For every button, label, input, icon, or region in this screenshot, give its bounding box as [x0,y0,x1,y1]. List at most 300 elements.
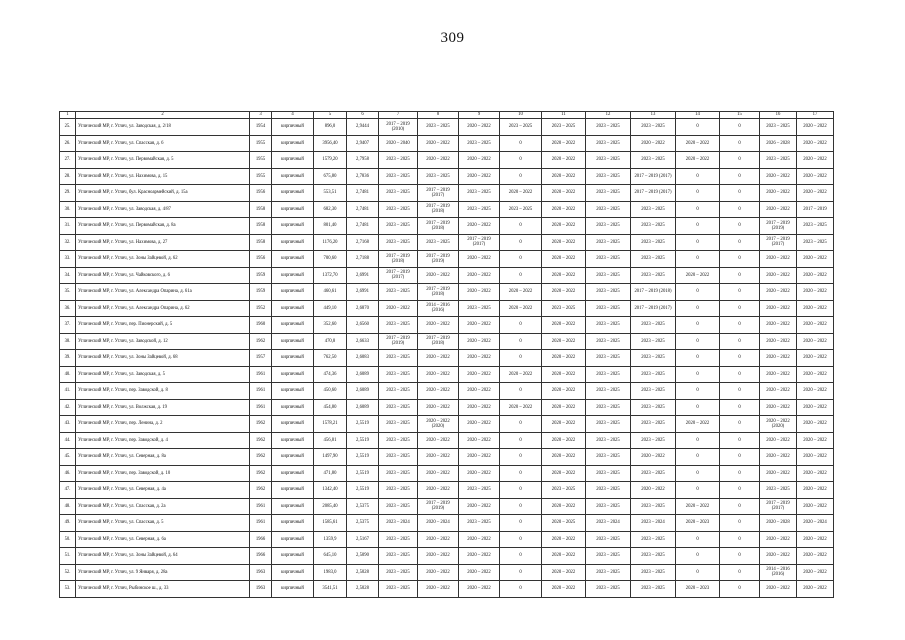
table-cell: 2017 – 2019 (2019) [418,251,459,268]
row-number-cell: 37. [60,317,76,334]
row-number-cell: 52. [60,564,76,581]
table-row [60,152,834,169]
table-cell: 2020 – 2022 [797,366,834,383]
table-row [60,267,834,284]
table-cell: 1961 [250,399,272,416]
table-cell: 0 [676,119,720,136]
table-cell: 2014 – 2016 (2016) [418,300,459,317]
table-cell: 0 [500,267,542,284]
table-row [60,465,834,482]
table-cell: 2020 – 2022 [676,152,720,169]
table-cell: 2023 – 2025 [631,399,676,416]
column-number-cell: 11 [542,112,586,119]
table-cell: 1372,70 [314,267,347,284]
table-cell: 2020 – 2022 [760,168,797,185]
table-cell: 2017 – 2019 (2017) [631,300,676,317]
table-cell: 0 [720,482,760,499]
table-cell: 2023 – 2025 [459,515,500,532]
table-cell: 1956 [250,251,272,268]
table-row [60,333,834,350]
table-cell: 2020 – 2022 [459,531,500,548]
table-cell: кирпичный [272,201,314,218]
table-cell: 2023 – 2025 [379,152,418,169]
row-number-cell: 50. [60,531,76,548]
table-cell: 2020 – 2022 [542,498,586,515]
table-cell: 2020 – 2022 [797,548,834,565]
table-cell: 2020 – 2022 [760,449,797,466]
row-number-cell: 34. [60,267,76,284]
table-cell: 0 [720,564,760,581]
table-cell: 2023 – 2025 [586,399,631,416]
table-cell: 2020 – 2022 [459,465,500,482]
table-cell: 2020 – 2022 [631,449,676,466]
table-cell: кирпичный [272,218,314,235]
address-cell: Углический МР, г. Углич, ул. Северная, д. 4а [76,482,250,499]
table-row [60,366,834,383]
table-cell: кирпичный [272,234,314,251]
table-cell: кирпичный [272,416,314,433]
table-cell: 1958 [250,218,272,235]
table-cell: 2,9444 [347,119,379,136]
table-cell: 2020 – 2022 [459,152,500,169]
table-cell: 2020 – 2022 [542,152,586,169]
table-cell: 2017 – 2019 (2017) [379,267,418,284]
table-cell: 2017 – 2019 (2018) [418,284,459,301]
table-cell: 0 [720,548,760,565]
table-cell: 0 [676,201,720,218]
table-cell: 2020 – 2022 [676,498,720,515]
row-number-cell: 45. [60,449,76,466]
table-cell: 2020 – 2022 [760,251,797,268]
table-cell: 2020 – 2022 [418,152,459,169]
table-cell: 2020 – 2022 [760,366,797,383]
table-cell: 2020 – 2023 [676,581,720,598]
table-cell: 1962 [250,432,272,449]
table-cell: кирпичный [272,465,314,482]
table-cell: 2023 – 2025 [631,465,676,482]
table-cell: 0 [500,333,542,350]
table-cell: 1497,90 [314,449,347,466]
table-cell: 2,5519 [347,432,379,449]
row-number-cell: 48. [60,498,76,515]
table-cell: 2023 – 2025 [586,234,631,251]
table-cell: 0 [676,531,720,548]
table-cell: 2020 – 2022 [542,251,586,268]
address-cell: Углический МР, г. Углич, пер. Заводской, д. 10 [76,465,250,482]
table-cell: 2023 – 2025 [631,234,676,251]
table-cell: 2020 – 2022 [542,366,586,383]
address-cell: Углический МР, г. Углич, ул. Александра Опарина, д. 61а [76,284,250,301]
table-cell: 2020 – 2022 [797,251,834,268]
table-cell: 2020 – 2022 [760,581,797,598]
table-cell: 2,7168 [347,234,379,251]
table-cell: 2023 – 2025 [631,317,676,334]
table-cell: 2023 – 2025 [586,201,631,218]
table-cell: 2020 – 2022 [418,531,459,548]
address-cell: Углический МР, г. Углич, ул. Заводской, д. 12 [76,333,250,350]
table-cell: 2020 – 2022 (2020) [418,416,459,433]
table-cell: 1585,61 [314,515,347,532]
table-cell: 0 [676,218,720,235]
table-cell: 0 [500,234,542,251]
column-number-row [60,112,834,119]
table-cell: 2020 – 2022 [797,267,834,284]
table-cell: 2020 – 2022 [379,300,418,317]
table-cell: кирпичный [272,317,314,334]
table-cell: 2023 – 2025 [586,416,631,433]
table-cell: кирпичный [272,350,314,367]
table-cell: 0 [676,168,720,185]
column-number-cell: 12 [586,112,631,119]
table-cell: 2020 – 2022 [418,465,459,482]
table-cell: 2023 – 2025 [631,564,676,581]
table-cell: 0 [720,300,760,317]
address-cell: Углический МР, г. Углич, ул. Спасская, д. 6 [76,135,250,152]
address-cell: Углический МР, г. Углич, ул. Северная, д. 6а [76,531,250,548]
table-cell: 2017 – 2019 (2018) [379,251,418,268]
table-row [60,119,834,136]
column-number-cell: 9 [459,112,500,119]
table-cell: 2023 – 2025 [586,152,631,169]
table-cell: 1961 [250,383,272,400]
table-cell: 2020 – 2022 [418,317,459,334]
table-cell: 2020 – 2022 [760,284,797,301]
table-cell: 1955 [250,168,272,185]
table-cell: кирпичный [272,564,314,581]
table-cell: 2023 – 2025 [586,498,631,515]
table-cell: 2020 – 2022 [542,564,586,581]
table-row [60,482,834,499]
table-cell: 3956,40 [314,135,347,152]
address-cell: Углический МР, г. Углич, ул. Заводская, д. 4/87 [76,201,250,218]
table-cell: 2020 – 2022 [797,135,834,152]
table-cell: 1952 [250,300,272,317]
table-cell: 2020 – 2022 [797,300,834,317]
table-cell: 1966 [250,531,272,548]
table-cell: 0 [720,465,760,482]
table-cell: 0 [720,531,760,548]
table-cell: 0 [720,399,760,416]
table-cell: 2020 – 2022 [459,251,500,268]
table-cell: 2023 – 2025 [586,267,631,284]
table-cell: 2020 – 2023 [676,515,720,532]
table-cell: 2020 – 2022 [542,317,586,334]
address-cell: Углический МР, г. Углич, ул. Заводская, д. 2/18 [76,119,250,136]
table-cell: 1578,21 [314,416,347,433]
table-cell: 352,60 [314,317,347,334]
row-number-cell: 42. [60,399,76,416]
table-row [60,416,834,433]
table-cell: 2,5519 [347,465,379,482]
table-cell: 1959 [250,284,272,301]
table-cell: 2023 – 2025 [379,498,418,515]
table-cell: 2,7836 [347,168,379,185]
table-cell: 2023 – 2025 [418,168,459,185]
table-cell: 2023 – 2025 [379,548,418,565]
table-cell: 0 [676,317,720,334]
table-cell: 2023 – 2025 [586,548,631,565]
table-cell: 2020 – 2024 [797,515,834,532]
table-cell: 553,51 [314,185,347,202]
table-cell: 2020 – 2022 [418,366,459,383]
table-cell: 2020 – 2022 [797,432,834,449]
column-number-cell: 13 [631,112,676,119]
table-cell: 0 [720,432,760,449]
table-cell: 2023 – 2025 [586,366,631,383]
table-cell: 2017 – 2019 (2010) [379,119,418,136]
table-cell: 2023 – 2025 [586,218,631,235]
table-cell: 2020 – 2022 [459,581,500,598]
table-cell: 0 [500,416,542,433]
table-cell: 2023 – 2025 [760,482,797,499]
table-cell: 0 [500,515,542,532]
table-cell: 2023 – 2025 [542,300,586,317]
table-cell: 0 [676,234,720,251]
row-number-cell: 40. [60,366,76,383]
table-cell: 2020 – 2022 [797,284,834,301]
table-cell: 2020 – 2022 [676,267,720,284]
table-cell: 2020 – 2022 [542,267,586,284]
table-cell: 0 [720,449,760,466]
table-cell: 2017 – 2019 (2019) [418,498,459,515]
table-cell: 2020 – 2022 [797,531,834,548]
table-cell: 2023 – 2025 [379,465,418,482]
table-cell: 675,80 [314,168,347,185]
table-cell: 0 [500,449,542,466]
column-number-cell: 16 [760,112,797,119]
row-number-cell: 25. [60,119,76,136]
table-cell: 2020 – 2022 [500,284,542,301]
column-number-cell: 1 [60,112,76,119]
table-cell: 2020 – 2022 [459,284,500,301]
table-row [60,548,834,565]
table-cell: 1955 [250,152,272,169]
table-cell: 2020 – 2022 [500,185,542,202]
table-cell: кирпичный [272,399,314,416]
table-cell: 2,6089 [347,366,379,383]
table-cell: 2,5519 [347,482,379,499]
table-cell: 2023 – 2025 [631,218,676,235]
table-cell: 2,6083 [347,350,379,367]
table-cell: 0 [500,152,542,169]
table-cell: 2023 – 2024 [379,515,418,532]
table-row [60,300,834,317]
table-cell: 2023 – 2025 [631,416,676,433]
table-cell: 2020 – 2022 [418,350,459,367]
table-cell: 2020 – 2022 [418,399,459,416]
table-cell: 2023 – 2025 [586,449,631,466]
table-cell: 2,5028 [347,564,379,581]
row-number-cell: 43. [60,416,76,433]
table-cell: 2023 – 2025 [631,366,676,383]
table-cell: 2023 – 2025 [379,201,418,218]
table-cell: 2020 – 2022 [418,267,459,284]
table-cell: кирпичный [272,135,314,152]
table-cell: 2,5519 [347,449,379,466]
table-cell: 2020 – 2022 [760,465,797,482]
table-cell: 2023 – 2025 [631,119,676,136]
page-number: 309 [440,30,465,46]
table-row [60,317,834,334]
table-cell: 1359,9 [314,531,347,548]
table-cell: 2020 – 2022 [459,383,500,400]
table-cell: 1983,0 [314,564,347,581]
column-number-cell: 14 [676,112,720,119]
table-cell: 0 [720,218,760,235]
table-cell: кирпичный [272,531,314,548]
table-cell: 2020 – 2022 [418,383,459,400]
table-cell: 2020 – 2022 [760,548,797,565]
table-cell: 474,36 [314,366,347,383]
table-cell: 2020 – 2022 [500,300,542,317]
table-cell: 0 [720,168,760,185]
table-cell: 2,6089 [347,399,379,416]
table-cell: 2020 – 2022 [542,168,586,185]
table-cell: 2023 – 2025 [586,135,631,152]
table-cell: 0 [720,581,760,598]
table-cell: 450,60 [314,383,347,400]
row-number-cell: 46. [60,465,76,482]
row-number-cell: 35. [60,284,76,301]
address-cell: Углический МР, г. Углич, ул. Заводская, д. 5 [76,366,250,383]
table-cell: 2023 – 2025 [631,333,676,350]
address-cell: Углический МР, г. Углич, ул. Чайковского, д. 6 [76,267,250,284]
table-cell: 2023 – 2025 [586,119,631,136]
table-cell: 2020 – 2022 [542,465,586,482]
table-row [60,498,834,515]
table-cell: 2023 – 2025 [459,482,500,499]
address-cell: Углический МР, г. Углич, ул. Северная, д. 8а [76,449,250,466]
table-cell: 2020 – 2022 [760,317,797,334]
table-cell: 1966 [250,548,272,565]
table-row [60,218,834,235]
row-number-cell: 51. [60,548,76,565]
table-cell: 2020 – 2022 [542,350,586,367]
table-cell: 0 [500,498,542,515]
address-cell: Углический МР, г. Углич, ул. Волжская, д. 19 [76,399,250,416]
table-cell: 2023 – 2025 [631,201,676,218]
table-cell: 0 [500,482,542,499]
table-cell: 2023 – 2025 [379,416,418,433]
table-cell: 2020 – 2022 [459,449,500,466]
row-number-cell: 30. [60,201,76,218]
table-body [60,119,834,598]
table-cell: 2023 – 2025 [379,581,418,598]
table-cell: 2020 – 2022 [418,581,459,598]
address-cell: Углический МР, г. Углич, ул. Спасская, д. 5 [76,515,250,532]
table-cell: 2023 – 2025 [760,152,797,169]
table-cell: 2020 – 2022 [542,449,586,466]
table-cell: 449,10 [314,300,347,317]
table-cell: кирпичный [272,185,314,202]
table-cell: 2020 – 2022 [760,531,797,548]
table-cell: 2020 – 2022 [459,366,500,383]
table-cell: кирпичный [272,581,314,598]
table-cell: кирпичный [272,482,314,499]
table-cell: кирпичный [272,515,314,532]
row-number-cell: 38. [60,333,76,350]
table-cell: 2,7481 [347,218,379,235]
table-row [60,531,834,548]
table-cell: 2020 – 2022 [797,498,834,515]
table-cell: 2020 – 2022 [418,548,459,565]
table-cell: 0 [676,399,720,416]
column-number-cell: 15 [720,112,760,119]
table-cell: 0 [720,152,760,169]
table-cell: 2023 – 2025 [379,482,418,499]
table-cell: 0 [720,234,760,251]
table-cell: 2023 – 2025 [631,383,676,400]
table-cell: 0 [676,300,720,317]
table-cell: 2017 – 2019 (2018) [418,218,459,235]
table-cell: 2023 – 2025 [586,482,631,499]
table-cell: 460,61 [314,284,347,301]
table-cell: 0 [676,432,720,449]
table-row [60,399,834,416]
table-cell: 2017 – 2019 [797,201,834,218]
table-cell: 2020 – 2022 [542,333,586,350]
table-cell: 2023 – 2025 [500,201,542,218]
table-cell: 2020 – 2022 [459,119,500,136]
table-cell: 2023 – 2025 [379,168,418,185]
table-cell: кирпичный [272,168,314,185]
table-cell: 2023 – 2025 [379,317,418,334]
table-cell: кирпичный [272,366,314,383]
table-cell: кирпичный [272,284,314,301]
table-cell: 0 [676,449,720,466]
table-row [60,449,834,466]
table-cell: 2023 – 2025 [631,581,676,598]
table-cell: 2023 – 2025 [760,119,797,136]
row-number-cell: 41. [60,383,76,400]
table-cell: 2017 – 2019 (2018) [631,284,676,301]
table-cell: 2020 – 2022 [760,300,797,317]
table-cell: 2023 – 2025 [459,185,500,202]
table-cell: 2020 – 2022 [542,548,586,565]
address-cell: Углический МР, г. Углич, ул. Зоны Зайцевой, д. 64 [76,548,250,565]
table-cell: 2023 – 2025 [631,432,676,449]
table-cell: 2023 – 2025 [631,548,676,565]
row-number-cell: 39. [60,350,76,367]
address-cell: Углический МР, г. Углич, ул. Зоны Зайцевой, д. 68 [76,350,250,367]
table-cell: 2023 – 2025 [379,383,418,400]
table-cell: 2023 – 2025 [418,234,459,251]
table-cell: 1963 [250,581,272,598]
table-cell: 2023 – 2025 [379,350,418,367]
table-cell: 0 [676,333,720,350]
table-cell: 0 [720,383,760,400]
row-number-cell: 31. [60,218,76,235]
table-cell: 2020 – 2022 [760,399,797,416]
table-cell: 2020 – 2022 [542,185,586,202]
table-cell: кирпичный [272,152,314,169]
row-number-cell: 53. [60,581,76,598]
address-cell: Углический МР, г. Углич, пер. Заводской, д. 4 [76,432,250,449]
table-cell: 2023 – 2025 [379,366,418,383]
table-cell: 2020 – 2022 [459,350,500,367]
table-cell: 0 [720,350,760,367]
address-cell: Углический МР, г. Углич, пер. Ленина, д. 2 [76,416,250,433]
table-cell: 0 [676,284,720,301]
table-cell: 2,9407 [347,135,379,152]
table-cell: 2020 – 2024 [418,515,459,532]
table-cell: кирпичный [272,251,314,268]
table-cell: 2020 – 2022 [542,581,586,598]
table-cell: 0 [500,581,542,598]
table-cell: 2023 – 2025 [379,564,418,581]
table-cell: 700,60 [314,251,347,268]
table-cell: 2023 – 2025 [631,350,676,367]
